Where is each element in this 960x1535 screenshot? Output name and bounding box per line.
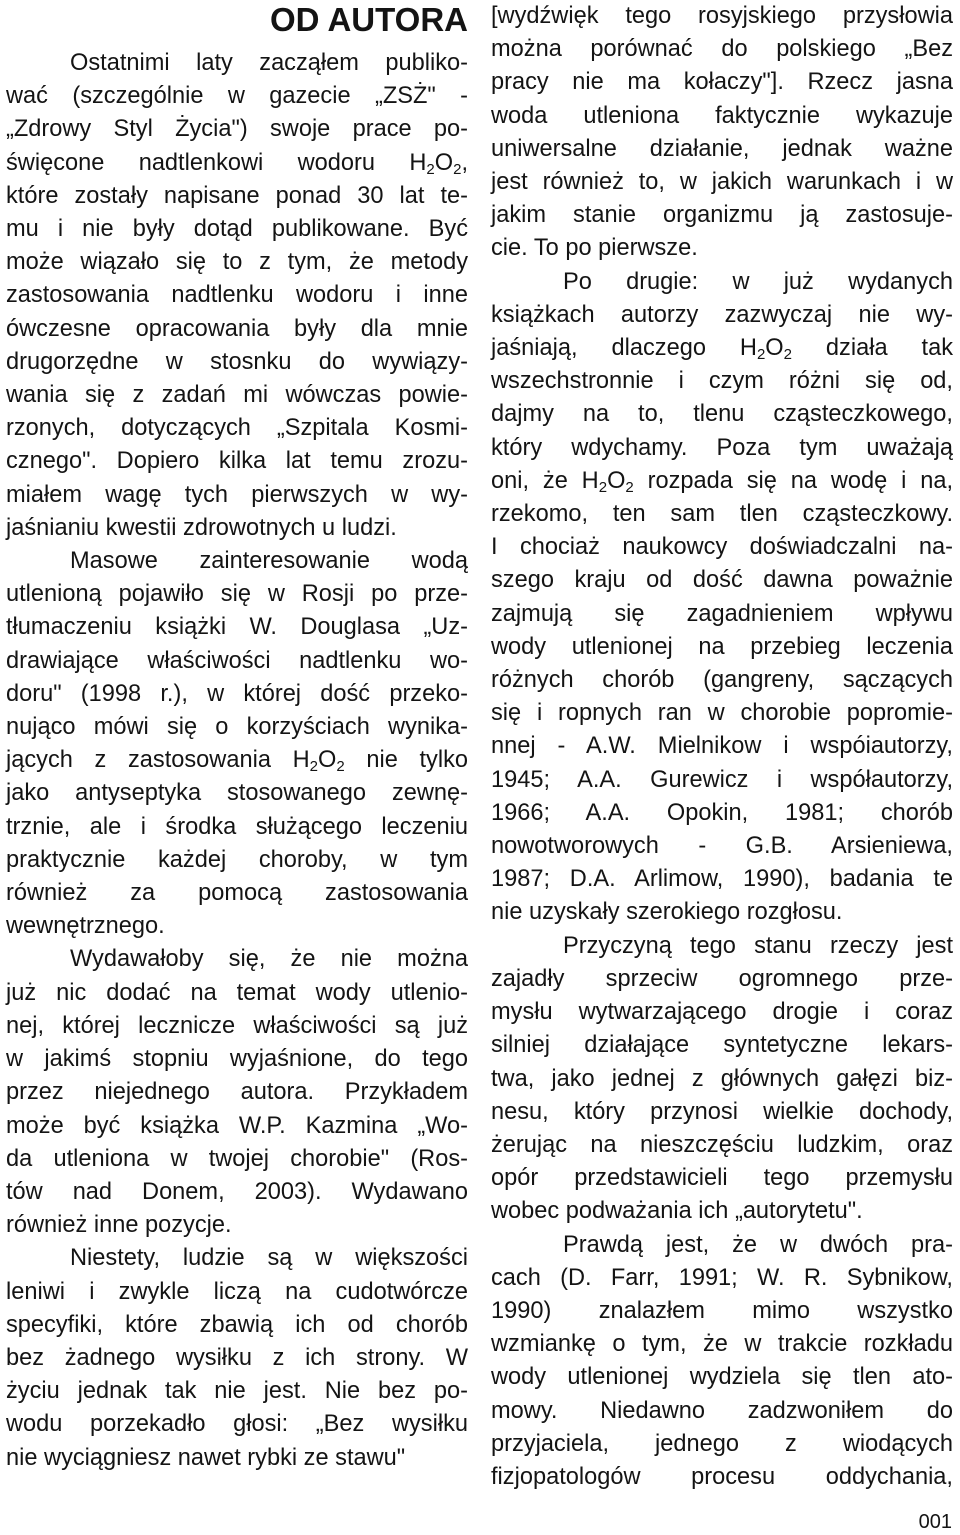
text-line: który wdychamy. Poza tym uważają bbox=[491, 434, 953, 461]
text-line: utlenioną pojawiło się w Rosji po prze- bbox=[6, 581, 468, 608]
text-line: mysłu wytwarzającego drogie i coraz bbox=[491, 999, 953, 1026]
text-line: wody utlenionej wydziela się tlen ato- bbox=[491, 1364, 953, 1391]
text-line: 1966; A.A. Opokin, 1981; chorób bbox=[491, 799, 953, 826]
text-line: zajadły sprzeciw ogromnego prze- bbox=[491, 965, 953, 992]
text-line: szego kraju od dość dawna poważnie bbox=[491, 567, 953, 594]
text-line: życiu jednak tak nie jest. Nie bez po- bbox=[6, 1378, 468, 1405]
text-line: wzmiankę o tym, że w trakcie rozkładu bbox=[491, 1331, 953, 1358]
text-line: pracy nie ma kołaczy"]. Rzecz jasna bbox=[491, 69, 953, 96]
text-line: drugorzędne w stosnku do wywiązy- bbox=[6, 348, 468, 375]
text-line: twa, jako jednej z głównych gałęzi biz- bbox=[491, 1065, 953, 1092]
text-line: fizjopatologów procesu oddychania, bbox=[491, 1463, 953, 1490]
page-title: OD AUTORA bbox=[270, 1, 468, 38]
text-line: święcone nadtlenkowi wodoru $H_2O_2$, bbox=[6, 149, 468, 178]
text-line: rzonych, dotyczących „Szpitala Kosmi- bbox=[6, 415, 468, 442]
text-line: Niestety, ludzie są w większości bbox=[70, 1245, 468, 1272]
text-line: jących z zastosowania $H_2O_2$ nie tylko bbox=[6, 747, 468, 776]
text-line: zastosowania nadtlenku wodoru i inne bbox=[6, 282, 468, 309]
paragraph bbox=[6, 943, 468, 1242]
text-line: żerując na nieszczęściu ludzkim, oraz bbox=[491, 1131, 953, 1158]
text-line: da utleniona w twojej chorobie" (Ros- bbox=[6, 1145, 468, 1172]
right-column-body bbox=[491, 0, 953, 1494]
text-line: wszechstronnie i czym różni się od, bbox=[491, 368, 953, 395]
right-column bbox=[491, 0, 953, 1494]
text-line: może być książka W.P. Kazmina „Wo- bbox=[6, 1112, 468, 1139]
paragraph bbox=[6, 47, 468, 545]
text-line: jakim stanie organizmu ją zastosuje- bbox=[491, 202, 953, 229]
text-line: silniej działające syntetyczne lekars- bbox=[491, 1032, 953, 1059]
paragraph bbox=[6, 545, 468, 943]
text-line: jako antyseptyka stosowanego zewnę- bbox=[6, 780, 468, 807]
text-line: [wydźwięk tego rosyjskiego przysłowia bbox=[491, 3, 953, 29]
left-column-body bbox=[6, 47, 468, 1475]
text-line: jest również to, w jakich warunkach i w bbox=[491, 169, 953, 196]
text-line: w jakimś stopniu wyjaśnione, do tego bbox=[6, 1046, 468, 1073]
text-line: drawiające właściwości nadtlenku wo- bbox=[6, 647, 468, 674]
text-line: przyjaciela, jednego z wiodących bbox=[491, 1430, 953, 1457]
text-line: cie. To po pierwsze. bbox=[491, 235, 698, 262]
text-line: „Zdrowy Styl Życia") swoje prace po- bbox=[6, 116, 468, 143]
text-line: cznego". Dopiero kilka lat temu zrozu- bbox=[6, 448, 468, 475]
text-line: jaśniają, dlaczego $H_2O_2$ działa tak bbox=[491, 335, 953, 364]
text-line: 1945; A.A. Gurewicz i współautorzy, bbox=[491, 766, 953, 793]
text-line: przez niejednego autora. Przykładem bbox=[6, 1079, 468, 1106]
text-line: nie wyciągniesz nawet rybki ze stawu" bbox=[6, 1444, 406, 1471]
text-line: nie uzyskały szerokiego rozgłosu. bbox=[491, 899, 843, 926]
text-line: rzekomo, ten sam tlen cząsteczkowy. bbox=[491, 501, 953, 528]
text-line: różnych chorób (gangreny, sączących bbox=[491, 667, 953, 694]
text-line: mowy. Niedawno zadzwoniłem do bbox=[491, 1397, 953, 1424]
text-line: tów nad Donem, 2003). Wydawano bbox=[6, 1178, 468, 1205]
text-line: Masowe zainteresowanie wodą bbox=[70, 548, 468, 575]
text-line: 1990) znalazłem mimo wszystko bbox=[491, 1297, 953, 1324]
text-line: mu i nie były dotąd publikowane. Być bbox=[6, 216, 468, 243]
text-line: Prawdą jest, że w dwóch pra- bbox=[563, 1231, 953, 1258]
text-line: można porównać do polskiego „Bez bbox=[491, 36, 953, 63]
text-line: leniwi i zwykle liczą na cudotwórcze bbox=[6, 1278, 468, 1305]
text-line: nnej - A.W. Mielnikow i wspóiautorzy, bbox=[491, 733, 953, 760]
text-line: dajmy na to, tlenu cząsteczkowego, bbox=[491, 401, 953, 428]
text-line: wać (szczególnie w gazecie „ZSŻ" - bbox=[6, 83, 468, 110]
paragraph bbox=[491, 266, 953, 930]
text-line: bez żadnego wysiłku z ich strony. W bbox=[6, 1344, 468, 1371]
text-line: Ostatnimi laty zacząłem publiko- bbox=[70, 50, 468, 76]
text-line: wania się z zadań mi wówczas powie- bbox=[6, 382, 468, 409]
left-column bbox=[6, 0, 468, 1475]
text-line: może wiązało się to z tym, że metody bbox=[6, 249, 468, 276]
text-line: cach (D. Farr, 1991; W. R. Sybnikow, bbox=[491, 1264, 953, 1291]
text-line: również za pomocą zastosowania bbox=[6, 880, 468, 907]
text-line: Po drugie: w już wydanych bbox=[563, 268, 953, 295]
text-line: wobec podważania ich „autorytetu". bbox=[491, 1198, 863, 1225]
text-line: specyfiki, które zbawią ich od chorób bbox=[6, 1311, 468, 1338]
text-line: oni, że $H_2O_2$ rozpada się na wodę i na, bbox=[491, 467, 953, 496]
text-line: które zostały napisane ponad 30 lat te- bbox=[6, 182, 468, 209]
text-line: miałem wagę tych pierwszych w wy- bbox=[6, 481, 468, 508]
text-line: już nic dodać na temat wody utlenio- bbox=[6, 979, 468, 1006]
text-line: ówczesne opracowania były dla mnie bbox=[6, 315, 468, 342]
text-line: trznie, ale i środka służącego leczeniu bbox=[6, 813, 468, 840]
text-line: nesu, który przynosi wielkie dochody, bbox=[491, 1098, 953, 1125]
text-line: również inne pozycje. bbox=[6, 1212, 232, 1239]
text-line: woda utleniona faktycznie wykazuje bbox=[491, 102, 953, 129]
text-line: wodu porzekadło głosi: „Bez wysiłku bbox=[6, 1411, 468, 1438]
text-line: się i ropnych ran w chorobie popromie- bbox=[491, 700, 953, 727]
text-line: Przyczyną tego stanu rzeczy jest bbox=[563, 932, 953, 959]
paragraph bbox=[491, 930, 953, 1229]
text-line: wewnętrznego. bbox=[6, 913, 165, 940]
page-number: 001 bbox=[918, 1511, 952, 1533]
text-line: 1987; D.A. Arlimow, 1990), badania te bbox=[491, 866, 953, 893]
text-line: Wydawałoby się, że nie można bbox=[70, 946, 468, 973]
paragraph bbox=[491, 0, 953, 266]
text-line: jaśnianiu kwestii zdrowotnych u ludzi. bbox=[6, 514, 397, 541]
text-line: I chociaż naukowcy doświadczalni na- bbox=[491, 534, 953, 561]
text-line: wody utlenionej na przebieg leczenia bbox=[491, 633, 953, 660]
text-line: nująco mówi się o korzyściach wynika- bbox=[6, 714, 468, 741]
text-line: zajmują się zagadnieniem wpływu bbox=[491, 600, 953, 627]
paragraph bbox=[491, 1229, 953, 1495]
text-line: nej, której lecznicze właściwości są już bbox=[6, 1012, 468, 1039]
text-line: uniwersalne działanie, jednak ważne bbox=[491, 135, 953, 162]
text-line: tłumaczeniu książki W. Douglasa „Uz- bbox=[6, 614, 468, 641]
text-line: książkach autorzy zazwyczaj nie wy- bbox=[491, 301, 953, 328]
text-line: praktycznie każdej choroby, w tym bbox=[6, 846, 468, 873]
text-line: nowotworowych - G.B. Arsieniewa, bbox=[491, 833, 953, 860]
text-line: doru" (1998 r.), w której dość przeko- bbox=[6, 680, 468, 707]
text-line: opór przedstawicieli tego przemysłu bbox=[491, 1165, 953, 1192]
paragraph bbox=[6, 1242, 468, 1474]
